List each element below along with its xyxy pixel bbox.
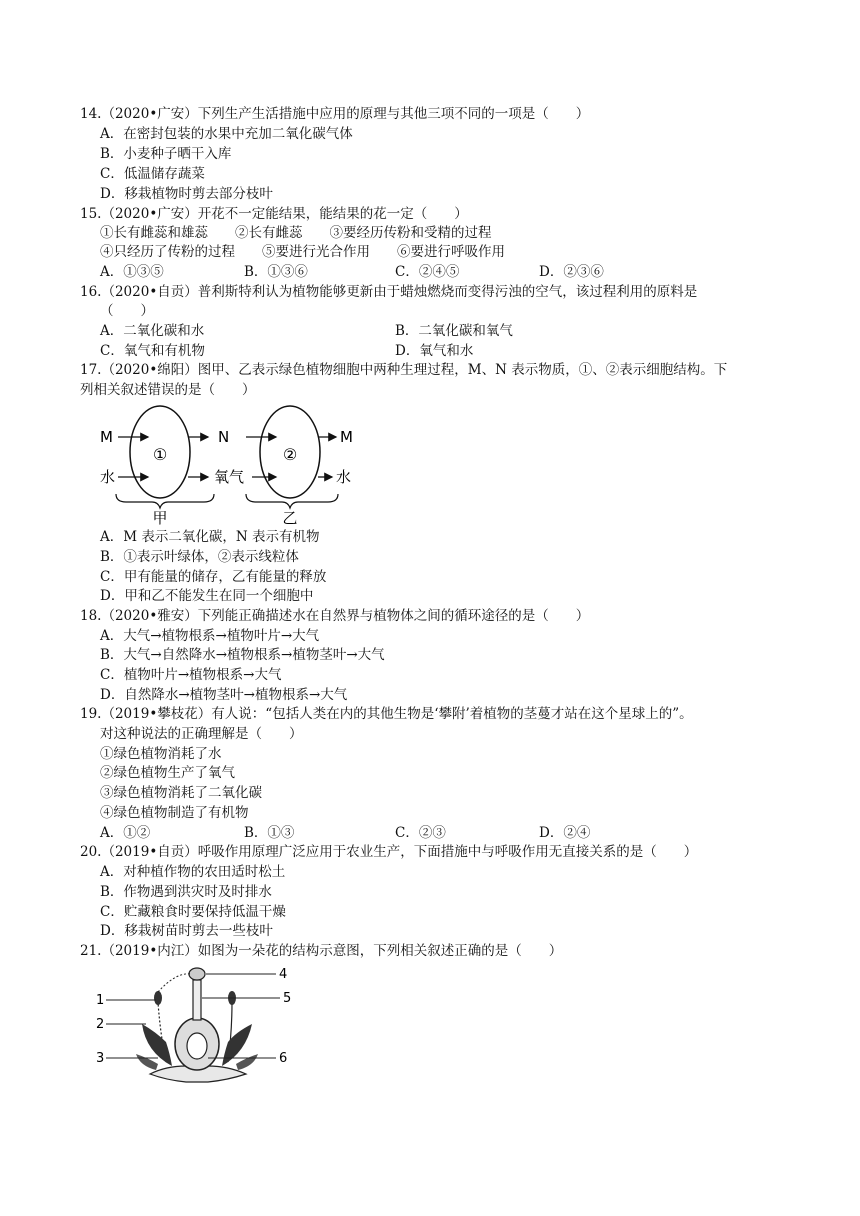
- question-17-stem: 17.（2020•绵阳）图甲、乙表示绿色植物细胞中两种生理过程，M、N 表示物质，①、②表示细胞结构。下: [80, 362, 728, 378]
- substance-m-right: M: [340, 428, 353, 446]
- anther-left: [154, 991, 162, 1005]
- question-19-stem-cont: 对这种说法的正确理解是（ ）: [100, 726, 303, 742]
- question-19-stem: 19.（2019•攀枝花）有人说：“包括人类在内的其他生物是‘攀附’着植物的茎蔓才站在这个星球上的”。: [80, 706, 693, 722]
- question-15-statements-1: ①长有雌蕊和雄蕊 ②长有雌蕊 ③要经历传粉和受精的过程: [100, 225, 492, 241]
- flower-label-6: 6: [279, 1051, 288, 1066]
- structure-1-label: ①: [152, 445, 168, 464]
- question-19-option-d: D．②④: [539, 825, 591, 841]
- oxygen-label: 氧气: [214, 468, 245, 486]
- flower-label-4: 4: [279, 967, 288, 982]
- question-14-option-a: A．在密封包装的水果中充加二氧化碳气体: [100, 126, 353, 142]
- question-18-option-d: D．自然降水→植物茎叶→植物根系→大气: [100, 687, 348, 703]
- process-yi-label: 乙: [282, 509, 298, 526]
- question-15-option-c: C．②④⑤: [395, 264, 460, 280]
- question-16-option-a: A．二氧化碳和水: [100, 323, 205, 339]
- question-19-statement-2: ②绿色植物生产了氧气: [100, 765, 235, 781]
- brace-jia: [116, 494, 214, 508]
- question-18-option-b: B．大气→自然降水→植物根系→植物茎叶→大气: [100, 647, 385, 663]
- water-right-label: 水: [336, 468, 352, 486]
- question-17-option-d: D．甲和乙不能发生在同一个细胞中: [100, 588, 314, 604]
- flower-structure-figure: [96, 962, 296, 1092]
- stigma: [189, 968, 205, 980]
- ovule: [187, 1033, 207, 1059]
- water-left-label: 水: [100, 468, 116, 486]
- question-20-option-d: D．移栽树苗时剪去一些枝叶: [100, 923, 273, 939]
- question-15-statements-2: ④只经历了传粉的过程 ⑤要进行光合作用 ⑥要进行呼吸作用: [100, 244, 505, 260]
- question-15-option-b: B．①③⑥: [244, 264, 308, 280]
- question-20-stem: 20.（2019•自贡）呼吸作用原理广泛应用于农业生产，下面措施中与呼吸作用无直接关系的是（ ）: [80, 844, 698, 860]
- question-19-option-b: B．①③: [244, 825, 295, 841]
- photosynthesis-respiration-figure: [96, 402, 366, 526]
- question-21-stem: 21.（2019•内江）如图为一朵花的结构示意图，下列相关叙述正确的是（ ）: [80, 943, 563, 959]
- flower-label-1: 1: [96, 993, 105, 1008]
- question-20-option-a: A．对种植作物的农田适时松土: [100, 864, 286, 880]
- question-18-stem: 18.（2020•雅安）下列能正确描述水在自然界与植物体之间的循环途径的是（ ）: [80, 608, 590, 624]
- question-15-stem: 15.（2020•广安）开花不一定能结果，能结果的花一定（ ）: [80, 206, 468, 222]
- process-jia-label: 甲: [152, 509, 168, 526]
- question-20-option-b: B．作物遇到洪灾时及时排水: [100, 884, 272, 900]
- question-15-option-a: A．①③⑤: [100, 264, 164, 280]
- question-16-option-d: D．氧气和水: [395, 343, 474, 359]
- question-19-statement-3: ③绿色植物消耗了二氧化碳: [100, 785, 262, 801]
- question-14-option-c: C．低温储存蔬菜: [100, 166, 205, 182]
- question-17-option-c: C．甲有能量的储存，乙有能量的释放: [100, 569, 327, 585]
- question-18-option-c: C．植物叶片→植物根系→大气: [100, 667, 282, 683]
- question-19-option-c: C．②③: [395, 825, 446, 841]
- question-16-stem-cont: （ ）: [100, 303, 154, 319]
- question-19-statement-1: ①绿色植物消耗了水: [100, 746, 222, 762]
- question-15-option-d: D．②③⑥: [539, 264, 604, 280]
- question-19-option-a: A．①②: [100, 825, 151, 841]
- question-14-option-d: D．移栽植物时剪去部分枝叶: [100, 186, 273, 202]
- question-17-stem-cont: 列相关叙述错误的是（ ）: [80, 382, 256, 398]
- style: [193, 980, 201, 1020]
- question-16-option-b: B．二氧化碳和氧气: [395, 323, 513, 339]
- substance-m-left: M: [100, 428, 113, 446]
- brace-yi: [246, 494, 338, 508]
- question-17-option-b: B．①表示叶绿体，②表示线粒体: [100, 549, 299, 565]
- flower-label-3: 3: [96, 1051, 105, 1066]
- substance-n: N: [218, 428, 230, 446]
- question-18-option-a: A．大气→植物根系→植物叶片→大气: [100, 628, 320, 644]
- question-19-statement-4: ④绿色植物制造了有机物: [100, 805, 249, 821]
- question-20-option-c: C．贮藏粮食时要保持低温干燥: [100, 904, 286, 920]
- question-16-option-c: C．氧气和有机物: [100, 343, 205, 359]
- question-14-stem: 14.（2020•广安）下列生产生活措施中应用的原理与其他三项不同的一项是（ ）: [80, 106, 590, 122]
- structure-2-label: ②: [282, 445, 298, 464]
- flower-label-5: 5: [283, 991, 292, 1006]
- question-14-option-b: B．小麦种子晒干入库: [100, 146, 232, 162]
- question-17-option-a: A．M 表示二氧化碳，N 表示有机物: [100, 529, 320, 545]
- question-16-stem: 16.（2020•自贡）普利斯特利认为植物能够更新由于蜡烛燃烧而变得污浊的空气，该过程利用的原料是: [80, 284, 698, 300]
- flower-label-2: 2: [96, 1017, 105, 1032]
